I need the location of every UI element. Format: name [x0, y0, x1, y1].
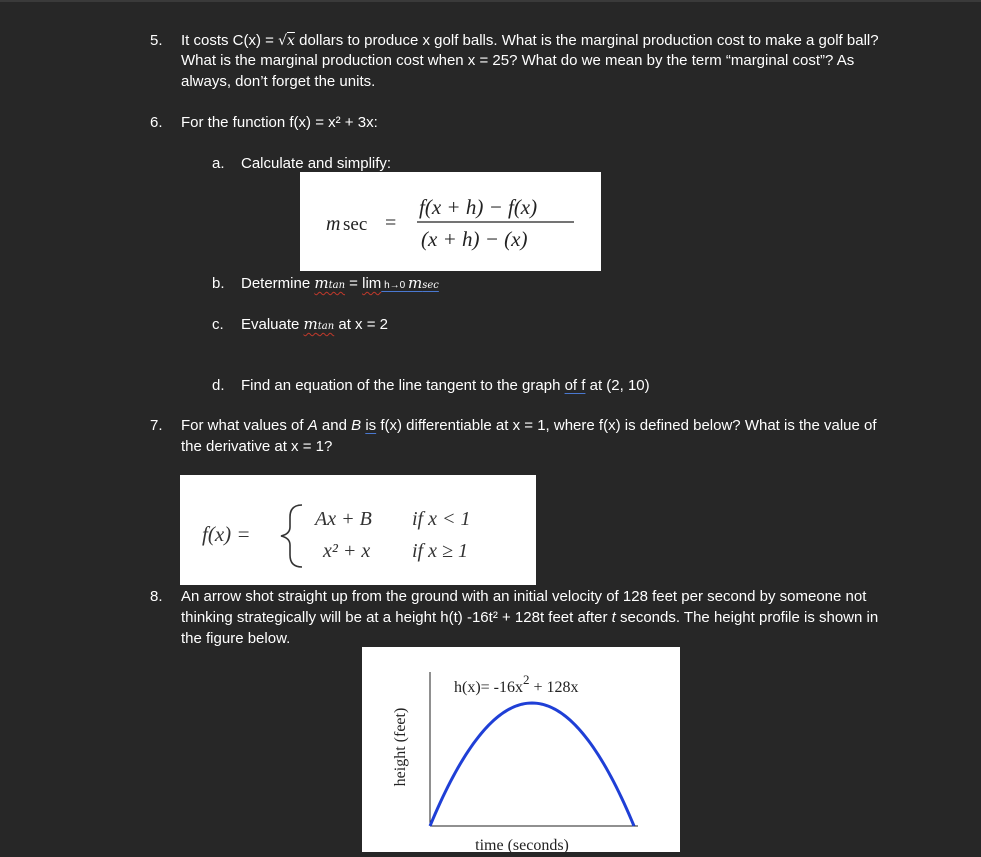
- q7-var-a: A: [307, 417, 318, 434]
- q6a-letter: a.: [212, 155, 225, 172]
- q7-line1: [181, 415, 877, 436]
- q5-number: 5.: [150, 32, 163, 49]
- q6c-m-tan: [304, 315, 335, 333]
- height-profile-chart: [362, 647, 680, 852]
- sqrt-symbol: √x: [278, 33, 295, 49]
- msec-equals: =: [385, 212, 397, 234]
- q6b-m-sub: tan: [328, 280, 346, 291]
- chart-equation-sup: 2: [523, 672, 530, 687]
- q8-line2: [181, 607, 878, 628]
- piecewise-row2-expr: x² + x: [323, 540, 371, 562]
- piecewise-formula-svg: [180, 475, 536, 585]
- msec-formula-svg: [300, 172, 601, 271]
- q6c-letter: c.: [212, 316, 224, 333]
- q6c-prefix: Evaluate: [241, 316, 304, 333]
- q6b-text: [241, 273, 439, 296]
- q7-line2: the derivative at x = 1?: [181, 438, 333, 455]
- sqrt-argument: x: [287, 33, 295, 49]
- q7-line1-a: For what values of: [181, 417, 308, 434]
- height-profile-figure: [362, 647, 680, 852]
- q5-line1-b: dollars to produce x golf balls. What is the marginal production cost to make a golf ball?: [294, 32, 879, 49]
- piecewise-brace: [281, 505, 302, 567]
- q6-number: 6.: [150, 114, 163, 131]
- chart-ylabel: height (feet): [392, 707, 409, 787]
- q6d-text: [241, 375, 650, 396]
- q6b-lim: lim: [362, 275, 382, 292]
- msec-m: m: [326, 213, 341, 235]
- q5-line1-a: It costs C(x) =: [181, 32, 279, 49]
- series-line-h-x-: [430, 703, 634, 826]
- q5-line2: What is the marginal production cost when x = 25? What do we mean by the term “marginal cost”? As: [181, 52, 855, 69]
- q6c-m-sub: tan: [317, 321, 335, 332]
- q6b-m-tan: [314, 274, 345, 292]
- piecewise-formula-image: [180, 475, 536, 585]
- q6d-suffix: at (2, 10): [585, 377, 650, 394]
- piecewise-row1-cond: if x < 1: [412, 508, 471, 530]
- chart-equation-b: + 128x: [529, 679, 579, 696]
- q6b-m2: m: [407, 274, 423, 292]
- q7-var-b: B: [351, 417, 362, 434]
- q6c-suffix: at x = 2: [334, 316, 388, 333]
- q6d-of-f: of f: [564, 377, 586, 394]
- q6b-m: m: [314, 274, 329, 292]
- q6b-m-sec: [408, 274, 439, 292]
- q6b-lim-sub: h→0: [381, 280, 408, 291]
- chart-xlabel: time (seconds): [475, 837, 569, 852]
- piecewise-row2-cond: if x ≥ 1: [412, 540, 468, 562]
- piecewise-lhs: f(x) =: [202, 522, 251, 546]
- q6b-m2-sub: sec: [422, 280, 439, 291]
- msec-formula-image: [300, 172, 601, 271]
- q8-line2-a: thinking strategically will be at a height h(t) -16t² + 128t feet after: [181, 609, 612, 626]
- q6d-letter: d.: [212, 377, 225, 394]
- chart-series-group: [430, 703, 634, 826]
- q6b-letter: b.: [212, 275, 225, 292]
- q6-text: For the function f(x) = x² + 3x:: [181, 114, 378, 131]
- q8-var-t: t: [611, 609, 616, 626]
- msec-denominator: (x + h) − (x): [421, 227, 528, 251]
- q8-line2-b: seconds. The height profile is shown in: [615, 609, 879, 626]
- msec-numerator: f(x + h) − f(x): [419, 195, 538, 219]
- q6b-mid: =: [345, 275, 363, 292]
- q6c-text: [241, 314, 388, 337]
- q7-number: 7.: [150, 417, 163, 434]
- q7-line1-b: f(x) differentiable at x = 1, where f(x) is defined below? What is the value of: [376, 417, 877, 434]
- q6a-text: Calculate and simplify:: [241, 155, 392, 172]
- q6d-prefix: Find an equation of the line tangent to the graph: [241, 377, 565, 394]
- piecewise-row1-expr: Ax + B: [315, 508, 372, 530]
- q8-line1: An arrow shot straight up from the ground with an initial velocity of 128 feet per second by someone not: [181, 588, 867, 605]
- q5-line3: always, don’t forget the units.: [181, 73, 376, 90]
- q8-line3: the figure below.: [181, 630, 291, 647]
- q8-number: 8.: [150, 588, 163, 605]
- q6c-m: m: [303, 315, 318, 333]
- chart-equation-a: h(x)= -16x: [454, 679, 524, 696]
- msec-sub: sec: [343, 214, 368, 235]
- q7-and: and: [317, 417, 352, 434]
- q6b-prefix: Determine: [241, 275, 315, 292]
- q7-is: is: [365, 417, 377, 434]
- q5-line1: [181, 30, 879, 52]
- chart-equation: [454, 672, 579, 696]
